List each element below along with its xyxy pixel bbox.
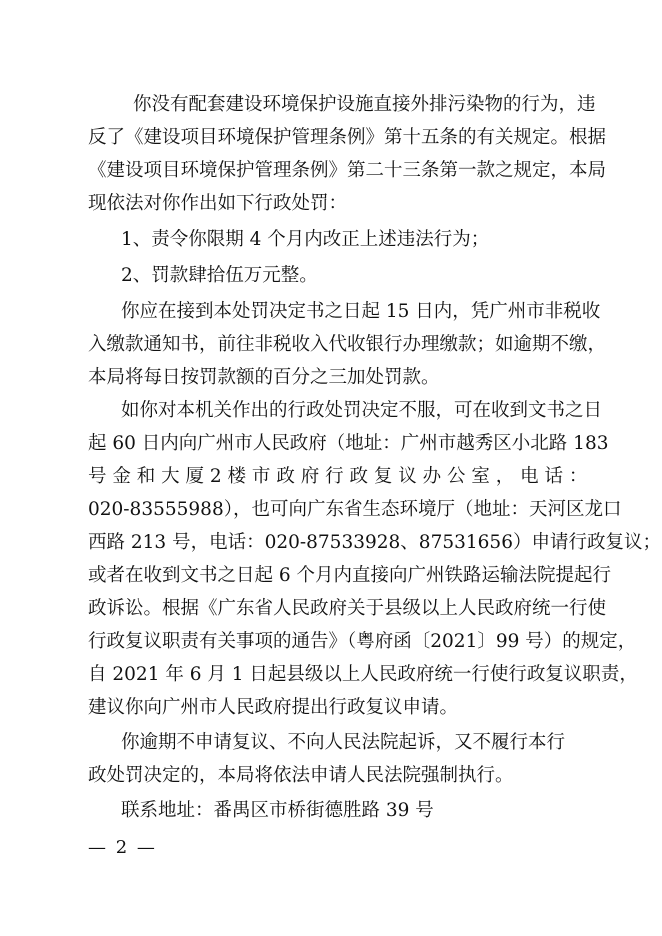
paragraph-1-line-3: 《建设项目环境保护管理条例》第二十三条第一款之规定，本局 [88, 160, 607, 181]
appeal-line-9: 自 2021 年 6 月 1 日起县级以上人民政府统一行使行政复议职责， [88, 664, 638, 685]
enforcement-line-2: 政处罚决定的，本局将依法申请人民法院强制执行。 [88, 765, 514, 786]
appeal-line-2: 起 60 日内向广州市人民政府（地址：广州市越秀区小北路 183 [88, 433, 609, 454]
appeal-line-3: 号 金 和 大 厦 2 楼 市 政 府 行 政 复 议 办 公 室 ， 电 话 ： [88, 466, 588, 487]
appeal-line-5: 西路 213 号，电话：020-87533928、87531656）申请行政复议； [88, 532, 661, 553]
penalty-item-1: 1、责令你限期 4 个月内改正上述违法行为； [121, 229, 490, 250]
paragraph-1-line-1: 你没有配套建设环境保护设施直接外排污染物的行为，违 [133, 94, 596, 115]
paragraph-1-line-2: 反了《建设项目环境保护管理条例》第十五条的有关规定。根据 [88, 127, 607, 148]
appeal-line-4: 020-83555988），也可向广东省生态环境厅（地址：天河区龙口 [88, 499, 622, 520]
penalty-item-2: 2、罚款肆拾伍万元整。 [121, 265, 318, 286]
appeal-line-7: 政诉讼。根据《广东省人民政府关于县级以上人民政府统一行使 [88, 598, 607, 619]
appeal-line-1: 如你对本机关作出的行政处罚决定不服，可在收到文书之日 [121, 400, 603, 421]
payment-line-2: 入缴款通知书，前往非税收入代收银行办理缴款；如逾期不缴， [88, 334, 607, 355]
page-number: — 2 — [88, 837, 157, 858]
appeal-line-8: 行政复议职责有关事项的通告》（粤府函〔2021〕99 号）的规定， [88, 631, 637, 652]
contact-address: 联系地址：番禺区市桥街德胜路 39 号 [121, 800, 434, 821]
payment-line-3: 本局将每日按罚款额的百分之三加处罚款。 [88, 367, 440, 388]
paragraph-1-line-4: 现依法对你作出如下行政处罚： [88, 193, 348, 214]
appeal-line-10: 建议你向广州市人民政府提出行政复议申请。 [88, 697, 459, 718]
payment-line-1: 你应在接到本处罚决定书之日起 15 日内，凭广州市非税收 [121, 301, 601, 322]
appeal-line-6: 或者在收到文书之日起 6 个月内直接向广州铁路运输法院提起行 [88, 565, 612, 586]
enforcement-line-1: 你逾期不申请复议、不向人民法院起诉，又不履行本行 [121, 732, 566, 753]
